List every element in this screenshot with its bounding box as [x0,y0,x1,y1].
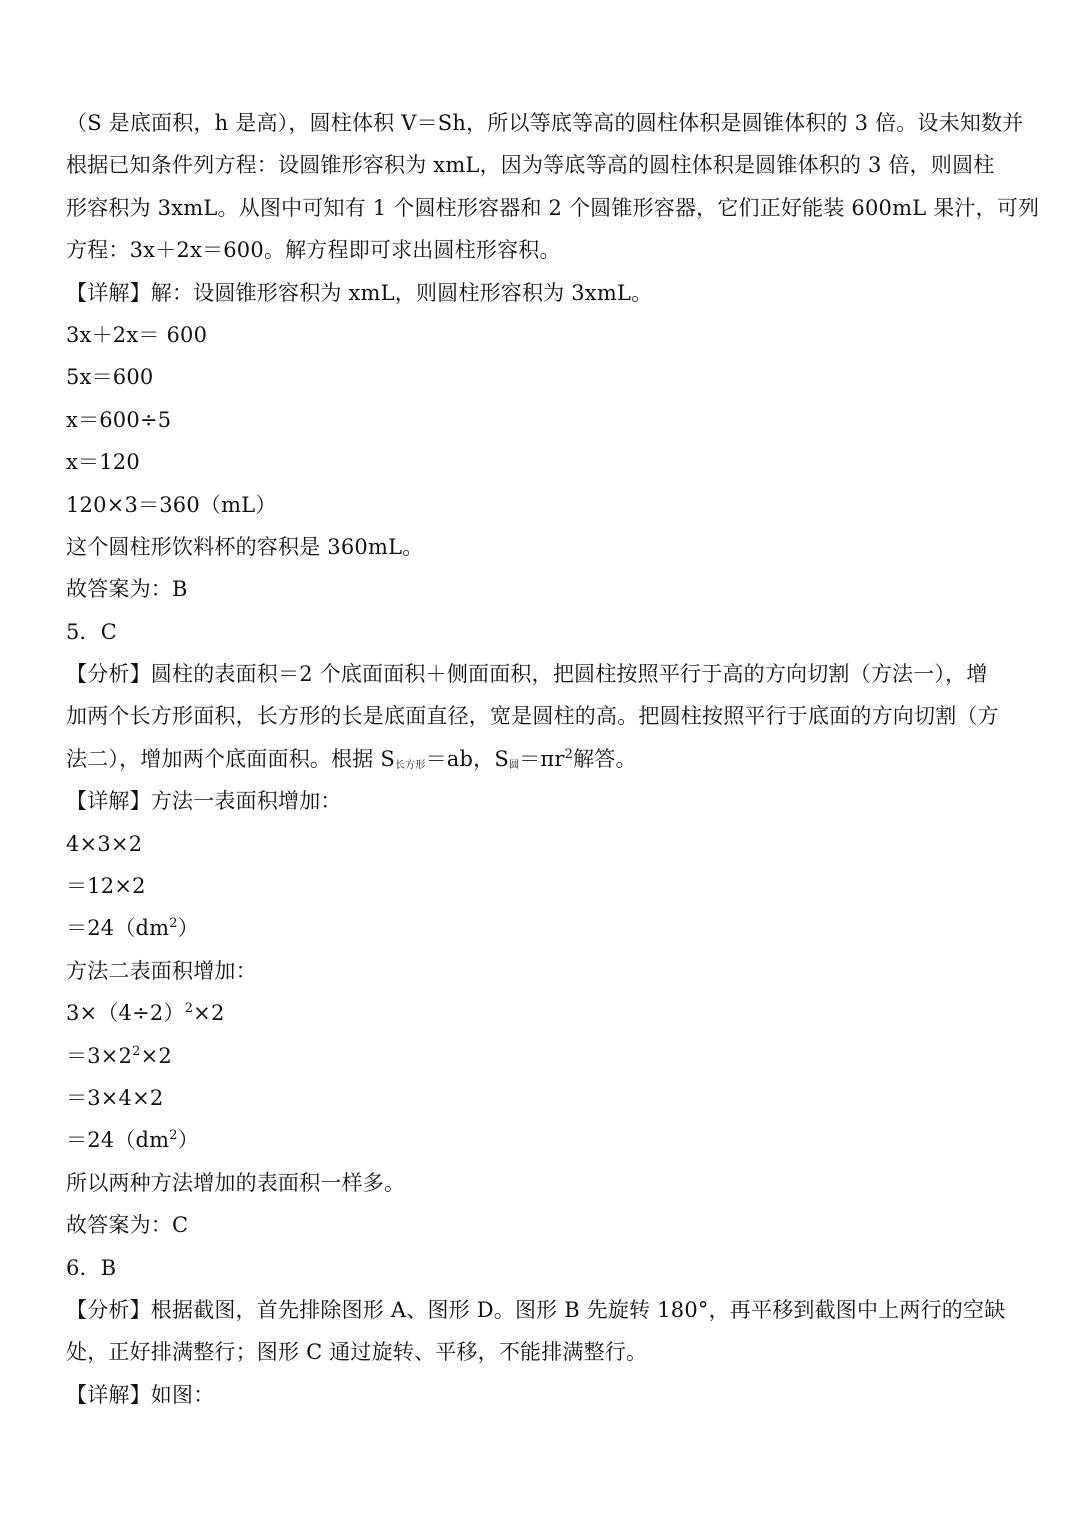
equation-line: 3x＋2x＝ 600 [66,322,208,347]
equation-line: 120×3＝360（mL） [66,492,277,517]
q6-analysis-line: 【分析】根据截图，首先排除图形 A、图形 D。图形 B 先旋转 180°，再平移到截图中上两行的空缺 [66,1297,1006,1322]
equation-line: x＝120 [66,450,140,475]
equation-text: 3×（4÷2） [66,1001,185,1026]
q5-detail: 【详解】方法一表面积增加： [66,789,342,814]
method-two-title: 方法二表面积增加： [66,958,257,983]
q5-analysis-line: 加两个长方形面积，长方形的长是底面直径，宽是圆柱的高。把圆柱按照平行于底面的方向切割（方 [66,704,999,729]
superscript: 2 [132,1043,141,1059]
equation-text: ＝24（dm [66,916,170,941]
q6-detail: 【详解】如图： [66,1382,215,1407]
superscript: 2 [169,1128,178,1144]
equation-close: ） [177,1128,199,1153]
equation-close: ×2 [193,1001,225,1026]
equation-line: x＝600÷5 [66,407,172,432]
superscript: 2 [564,746,574,762]
conclusion-line: 这个圆柱形饮料杯的容积是 360mL。 [66,534,424,559]
equation-line: ＝3×4×2 [66,1085,164,1110]
equation-line [66,1119,1021,1161]
formula-mid: ＝ab，S [425,746,509,771]
equation-line [66,907,1021,949]
q6-analysis-line: 处，正好排满整行；图形 C 通过旋转、平移，不能排满整行。 [66,1340,648,1365]
document-page [66,102,1040,1416]
q5-analysis-line: 【分析】圆柱的表面积＝2 个底面面积＋侧面面积，把圆柱按照平行于高的方向切割（方法一），增 [66,662,988,687]
text-line: 形容积为 3xmL。从图中可知有 1 个圆柱形容器和 2 个圆锥形容器，它们正好能装 600mL 果汁，可列 [66,195,1040,220]
equation-text: ＝24（dm [66,1128,170,1153]
subscript-rectangle: 长方形 [394,759,426,771]
equation-close: ×2 [140,1043,172,1068]
superscript: 2 [184,1001,194,1017]
q4-detail: 【详解】解：设圆锥形容积为 xmL，则圆柱形容积为 3xmL。 [66,280,653,305]
equation-line: ＝12×2 [66,874,146,899]
equation-line [66,1035,1021,1077]
conclusion-line: 所以两种方法增加的表面积一样多。 [66,1170,406,1195]
superscript: 2 [169,916,178,932]
formula-mid2: ＝πr [519,746,565,771]
q5-heading: 5．C [66,619,118,644]
equation-text: ＝3×2 [66,1043,133,1068]
answer-line: 故答案为：B [66,577,188,602]
equation-line: 4×3×2 [66,831,143,856]
q5-formula-line [66,738,1021,780]
text-line: （S 是底面积，h 是高），圆柱体积 V＝Sh，所以等底等高的圆柱体积是圆锥体积的 3 倍。设未知数并 [66,111,1024,135]
answer-line: 故答案为：C [66,1213,189,1238]
subscript-circle: 圆 [508,759,520,771]
q6-heading: 6．B [66,1255,117,1280]
equation-line [66,992,1021,1034]
formula-prefix: 法二），增加两个底面面积。根据 S [66,746,395,771]
text-line: 根据已知条件列方程：设圆锥形容积为 xmL，因为等底等高的圆柱体积是圆锥体积的 3 倍，则圆柱 [66,153,995,178]
equation-close: ） [177,916,199,941]
text-line: 方程：3x＋2x＝600。解方程即可求出圆柱形容积。 [66,238,561,263]
formula-suffix: 解答。 [573,746,637,771]
equation-line: 5x＝600 [66,365,154,390]
